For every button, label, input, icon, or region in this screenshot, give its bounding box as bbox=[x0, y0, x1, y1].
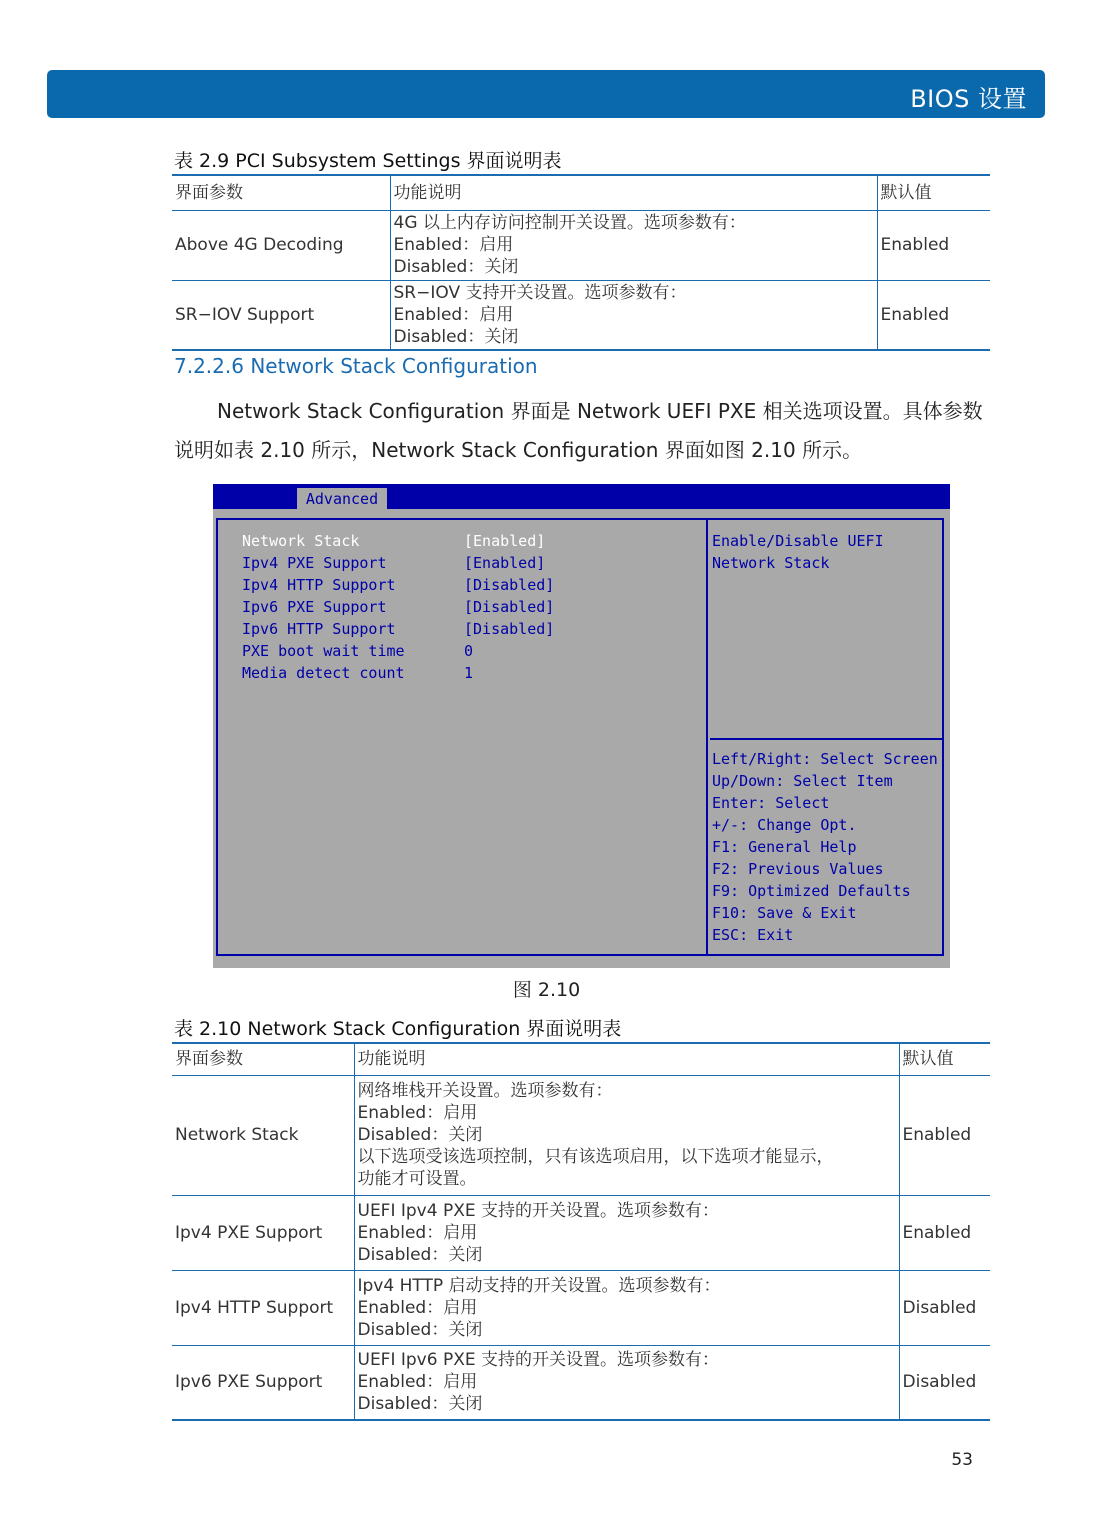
bios-value[interactable]: [Enabled] bbox=[464, 532, 546, 550]
desc-line: Enabled：启用 bbox=[357, 1103, 478, 1123]
table-row bbox=[172, 1270, 990, 1345]
desc-line: 网络堆栈开关设置。选项参数有： bbox=[357, 1081, 613, 1101]
bios-value[interactable]: [Disabled] bbox=[464, 598, 555, 616]
bios-item-network-stack[interactable]: Network Stack bbox=[242, 532, 360, 550]
desc-cell bbox=[354, 1270, 899, 1345]
page-number: 53 bbox=[951, 1450, 973, 1470]
desc-line: Disabled：关闭 bbox=[393, 326, 519, 347]
desc-cell bbox=[390, 280, 877, 350]
desc-line: 以下选项受该选项控制，只有该选项启用，以下选项才能显示， bbox=[357, 1147, 834, 1167]
bios-tab-advanced[interactable]: Advanced bbox=[297, 488, 387, 511]
desc-line: Enabled：启用 bbox=[357, 1222, 478, 1243]
bios-key-hint: F2: Previous Values bbox=[712, 860, 884, 878]
desc-line: UEFI Ipv4 PXE 支持的开关设置。选项参数有： bbox=[357, 1200, 720, 1221]
bios-help-text: Network Stack bbox=[712, 554, 830, 572]
header-title: BIOS 设置 bbox=[910, 85, 1027, 113]
desc-line: SR−IOV 支持开关设置。选项参数有： bbox=[393, 282, 687, 303]
section-title: 7.2.2.6 Network Stack Configuration bbox=[174, 354, 538, 378]
bios-value[interactable]: [Enabled] bbox=[464, 554, 546, 572]
table1-header-param: 界面参数 bbox=[172, 175, 390, 210]
table2-header-default: 默认值 bbox=[899, 1043, 990, 1075]
table-row bbox=[172, 280, 990, 350]
desc-cell bbox=[354, 1075, 899, 1195]
desc-cell bbox=[390, 210, 877, 280]
bios-divider bbox=[706, 520, 708, 954]
default-cell: Enabled bbox=[877, 280, 990, 350]
bios-key-hint: Enter: Select bbox=[712, 794, 830, 812]
desc-cell bbox=[354, 1345, 899, 1420]
desc-line: 功能才可设置。 bbox=[357, 1169, 477, 1189]
desc-line: Enabled：启用 bbox=[393, 235, 514, 255]
desc-line: Enabled：启用 bbox=[393, 304, 514, 325]
bios-frame bbox=[216, 518, 944, 956]
bios-item-ipv6-http[interactable]: Ipv6 HTTP Support bbox=[242, 620, 396, 638]
table-row bbox=[172, 1195, 990, 1270]
table2-header-param: 界面参数 bbox=[172, 1043, 354, 1075]
desc-line: Enabled：启用 bbox=[357, 1297, 478, 1318]
default-cell: Enabled bbox=[899, 1195, 990, 1270]
desc-line: Disabled：关闭 bbox=[357, 1394, 483, 1415]
desc-cell bbox=[354, 1195, 899, 1270]
table1-caption: 表 2.9 PCI Subsystem Settings 界面说明表 bbox=[174, 150, 562, 172]
bios-value[interactable]: [Disabled] bbox=[464, 576, 555, 594]
table2-caption: 表 2.10 Network Stack Configuration 界面说明表 bbox=[174, 1018, 622, 1040]
default-cell: Enabled bbox=[899, 1075, 990, 1195]
desc-line: Disabled：关闭 bbox=[357, 1319, 483, 1340]
bios-key-hint: F10: Save & Exit bbox=[712, 904, 857, 922]
desc-line: UEFI Ipv6 PXE 支持的开关设置。选项参数有： bbox=[357, 1350, 720, 1371]
bios-screenshot bbox=[213, 484, 950, 968]
header-bar bbox=[47, 70, 1045, 118]
bios-key-hint: F9: Optimized Defaults bbox=[712, 882, 911, 900]
desc-line: Ipv4 HTTP 启动支持的开关设置。选项参数有： bbox=[357, 1275, 721, 1296]
body-paragraph: Network Stack Configuration 界面是 Network UEFI PXE 相关选项设置。具体参数说明如表 2.10 所示，Network Stack Configuration 界面如图 2.10 所示。 bbox=[174, 399, 983, 462]
table1 bbox=[172, 174, 990, 351]
param-cell: Ipv6 PXE Support bbox=[172, 1345, 354, 1420]
default-cell: Enabled bbox=[877, 210, 990, 280]
table-row bbox=[172, 1345, 990, 1420]
table1-header-default: 默认值 bbox=[877, 175, 990, 210]
bios-key-hint: F1: General Help bbox=[712, 838, 857, 856]
bios-item-ipv4-http[interactable]: Ipv4 HTTP Support bbox=[242, 576, 396, 594]
param-cell: Above 4G Decoding bbox=[172, 210, 390, 280]
table2 bbox=[172, 1042, 990, 1421]
param-cell: Ipv4 PXE Support bbox=[172, 1195, 354, 1270]
table2-header-desc: 功能说明 bbox=[354, 1043, 899, 1075]
desc-line: Disabled：关闭 bbox=[357, 1125, 483, 1145]
bios-help-text: Enable/Disable UEFI bbox=[712, 532, 884, 550]
bios-key-hint: Up/Down: Select Item bbox=[712, 772, 893, 790]
bios-key-hint: Left/Right: Select Screen bbox=[712, 750, 938, 768]
bios-value[interactable]: 1 bbox=[464, 664, 474, 682]
bios-help-divider bbox=[710, 738, 942, 740]
desc-line: Enabled：启用 bbox=[357, 1372, 478, 1393]
bios-item-ipv4-pxe[interactable]: Ipv4 PXE Support bbox=[242, 554, 387, 572]
param-cell: Network Stack bbox=[172, 1075, 354, 1195]
default-cell: Disabled bbox=[899, 1270, 990, 1345]
desc-line: 4G 以上内存访问控制开关设置。选项参数有： bbox=[393, 213, 746, 233]
bios-key-hint: +/-: Change Opt. bbox=[712, 816, 857, 834]
desc-line: Disabled：关闭 bbox=[393, 257, 519, 277]
table-row bbox=[172, 210, 990, 280]
table1-header-desc: 功能说明 bbox=[390, 175, 877, 210]
default-cell: Disabled bbox=[899, 1345, 990, 1420]
table-row bbox=[172, 1075, 990, 1195]
desc-line: Disabled：关闭 bbox=[357, 1244, 483, 1265]
param-cell: SR−IOV Support bbox=[172, 280, 390, 350]
bios-item-ipv6-pxe[interactable]: Ipv6 PXE Support bbox=[242, 598, 387, 616]
bios-value[interactable]: [Disabled] bbox=[464, 620, 555, 638]
bios-key-hint: ESC: Exit bbox=[712, 926, 794, 944]
figure-caption: 图 2.10 bbox=[512, 979, 581, 1001]
bios-value[interactable]: 0 bbox=[464, 642, 474, 660]
bios-item-media-detect[interactable]: Media detect count bbox=[242, 664, 405, 682]
bios-item-pxe-wait[interactable]: PXE boot wait time bbox=[242, 642, 405, 660]
param-cell: Ipv4 HTTP Support bbox=[172, 1270, 354, 1345]
